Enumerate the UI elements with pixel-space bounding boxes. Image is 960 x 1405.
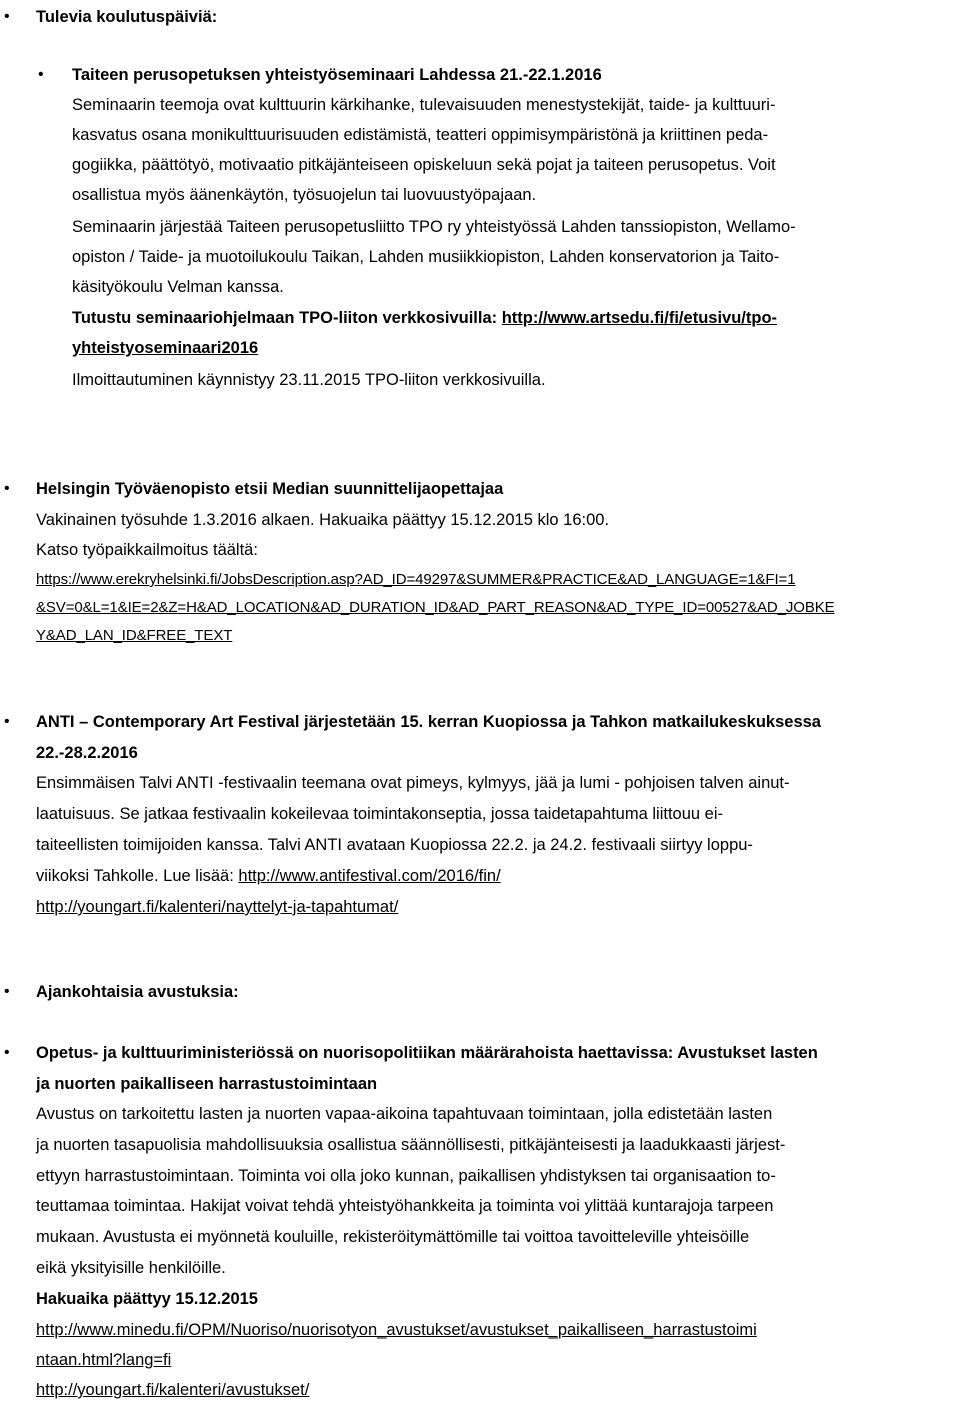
grant-body-line: eikä yksityisille henkilöille. — [36, 1259, 226, 1277]
seminar-body-line: kasvatus osana monikulttuurisuuden edistämistä, teatteri oppimisympäristönä ja kriittinen peda- — [72, 126, 769, 144]
job-posting-link-continued[interactable]: &SV=0&L=1&IE=2&Z=H&AD_LOCATION&AD_DURATION_ID&AD_PART_REASON&AD_TYPE_ID=00527&AD_JOBKE — [36, 599, 835, 616]
bullet-icon: • — [4, 983, 10, 1000]
seminar-body-line: gogiikka, päättötyö, motivaatio pitkäjänteiseen opiskeluun sekä pojat ja taiteen perusopetus. Voit — [72, 156, 776, 174]
grant-body-line: ja nuorten tasapuolisia mahdollisuuksia osallistua säännöllisesti, pitkäjänteisesti ja laadukkaasti järjest- — [36, 1136, 786, 1154]
seminar-program-link[interactable]: http://www.artsedu.fi/fi/etusivu/tpo- — [501, 309, 778, 327]
job-posting-link-continued[interactable]: Y&AD_LAN_ID&FREE_TEXT — [36, 627, 233, 644]
grant-body-line: teuttamaa toimintaa. Hakijat voivat tehdä yhteistyöhankkeita ja toiminta voi ylittää kuntarajoja tarpeen — [36, 1197, 774, 1215]
festival-title: ANTI – Contemporary Art Festival järjestetään 15. kerran Kuopiossa ja Tahkon matkailukeskuksessa — [36, 713, 821, 731]
bullet-icon: • — [4, 8, 10, 25]
festival-body-line: laatuisuus. Se jatkaa festivaalin kokeilevaa toimintakonseptia, jossa taidetapahtuma liittouu ei- — [36, 805, 723, 823]
youngart-grants-link[interactable]: http://youngart.fi/kalenteri/avustukset/ — [36, 1381, 310, 1399]
grant-body-line: Avustus on tarkoitettu lasten ja nuorten vapaa-aikoina tapahtuvaan toimintaan, jolla edistetään lasten — [36, 1105, 773, 1123]
seminar-program-line — [72, 303, 777, 333]
job-link-intro: Katso työpaikkailmoitus täältä: — [36, 541, 258, 559]
grant-title: Opetus- ja kulttuuriministeriössä on nuorisopolitiikan määrärahoista haettavissa: Avustukset lasten — [36, 1044, 818, 1062]
youngart-events-link[interactable]: http://youngart.fi/kalenteri/nayttelyt-ja-tapahtumat/ — [36, 898, 399, 916]
grant-body-line: mukaan. Avustusta ei myönnetä kouluille, rekisteröitymättömille tai voittoa tavoitteleville yhteisöille — [36, 1228, 750, 1246]
festival-link[interactable]: http://www.antifestival.com/2016/fin/ — [238, 867, 501, 885]
job-title: Helsingin Työväenopisto etsii Median suunnittelijaopettajaa — [36, 480, 504, 498]
festival-body-line — [36, 861, 501, 891]
festival-body-line: Ensimmäisen Talvi ANTI -festivaalin teemana ovat pimeys, kylmyys, jää ja lumi - pohjoisen talven ainut- — [36, 774, 790, 792]
seminar-body-line: opiston / Taide- ja muotoilukoulu Taikan, Lahden musiikkiopiston, Lahden konservatorion ja Taito- — [72, 248, 780, 266]
festival-body-line: taiteellisten toimijoiden kanssa. Talvi ANTI avataan Kuopiossa 22.2. ja 24.2. festivaali siirtyy loppu- — [36, 836, 753, 854]
section-heading: Ajankohtaisia avustuksia: — [36, 983, 239, 1001]
seminar-title: Taiteen perusopetuksen yhteistyöseminaari Lahdessa 21.-22.1.2016 — [72, 66, 602, 84]
seminar-program-link-continued[interactable]: yhteistyoseminaari2016 — [72, 339, 259, 357]
seminar-program-intro: Tutustu seminaariohjelmaan TPO-liiton verkkosivuilla: — [72, 309, 502, 327]
seminar-body-line: Seminaarin teemoja ovat kulttuurin kärkihanke, tulevaisuuden menestystekijät, taide- ja kulttuuri- — [72, 96, 776, 114]
seminar-body-line: osallistua myös äänenkäytön, työsuojelun tai luovuustyöpajaan. — [72, 186, 537, 204]
festival-read-more: viikoksi Tahkolle. Lue lisää: — [36, 867, 239, 885]
section-heading: Tulevia koulutuspäiviä: — [36, 8, 218, 26]
bullet-icon: • — [4, 480, 10, 497]
seminar-registration: Ilmoittautuminen käynnistyy 23.11.2015 TPO-liiton verkkosivuilla. — [72, 371, 546, 389]
bullet-icon: • — [4, 713, 10, 730]
job-posting-link[interactable]: https://www.erekryhelsinki.fi/JobsDescription.asp?AD_ID=49297&SUMMER&PRACTICE&AD_LANGUAGE=1&FI=1 — [36, 571, 796, 588]
grant-title-continued: ja nuorten paikalliseen harrastustoimintaan — [36, 1075, 378, 1093]
seminar-body-line: käsityökoulu Velman kanssa. — [72, 278, 284, 296]
bullet-icon: • — [38, 66, 44, 83]
grant-deadline: Hakuaika päättyy 15.12.2015 — [36, 1290, 258, 1308]
bullet-icon: • — [4, 1044, 10, 1061]
grant-body-line: ettyyn harrastustoimintaan. Toiminta voi olla joko kunnan, paikallisen yhdistyksen tai organisaation to- — [36, 1167, 776, 1185]
festival-dates: 22.-28.2.2016 — [36, 744, 138, 762]
seminar-body-line: Seminaarin järjestää Taiteen perusopetusliitto TPO ry yhteistyössä Lahden tanssiopiston, Wellamo- — [72, 218, 796, 236]
minedu-grant-link-continued[interactable]: ntaan.html?lang=fi — [36, 1351, 172, 1369]
job-details: Vakinainen työsuhde 1.3.2016 alkaen. Hakuaika päättyy 15.12.2015 klo 16:00. — [36, 511, 610, 529]
minedu-grant-link[interactable]: http://www.minedu.fi/OPM/Nuoriso/nuorisotyon_avustukset/avustukset_paikalliseen_harrastustoimi — [36, 1321, 757, 1339]
